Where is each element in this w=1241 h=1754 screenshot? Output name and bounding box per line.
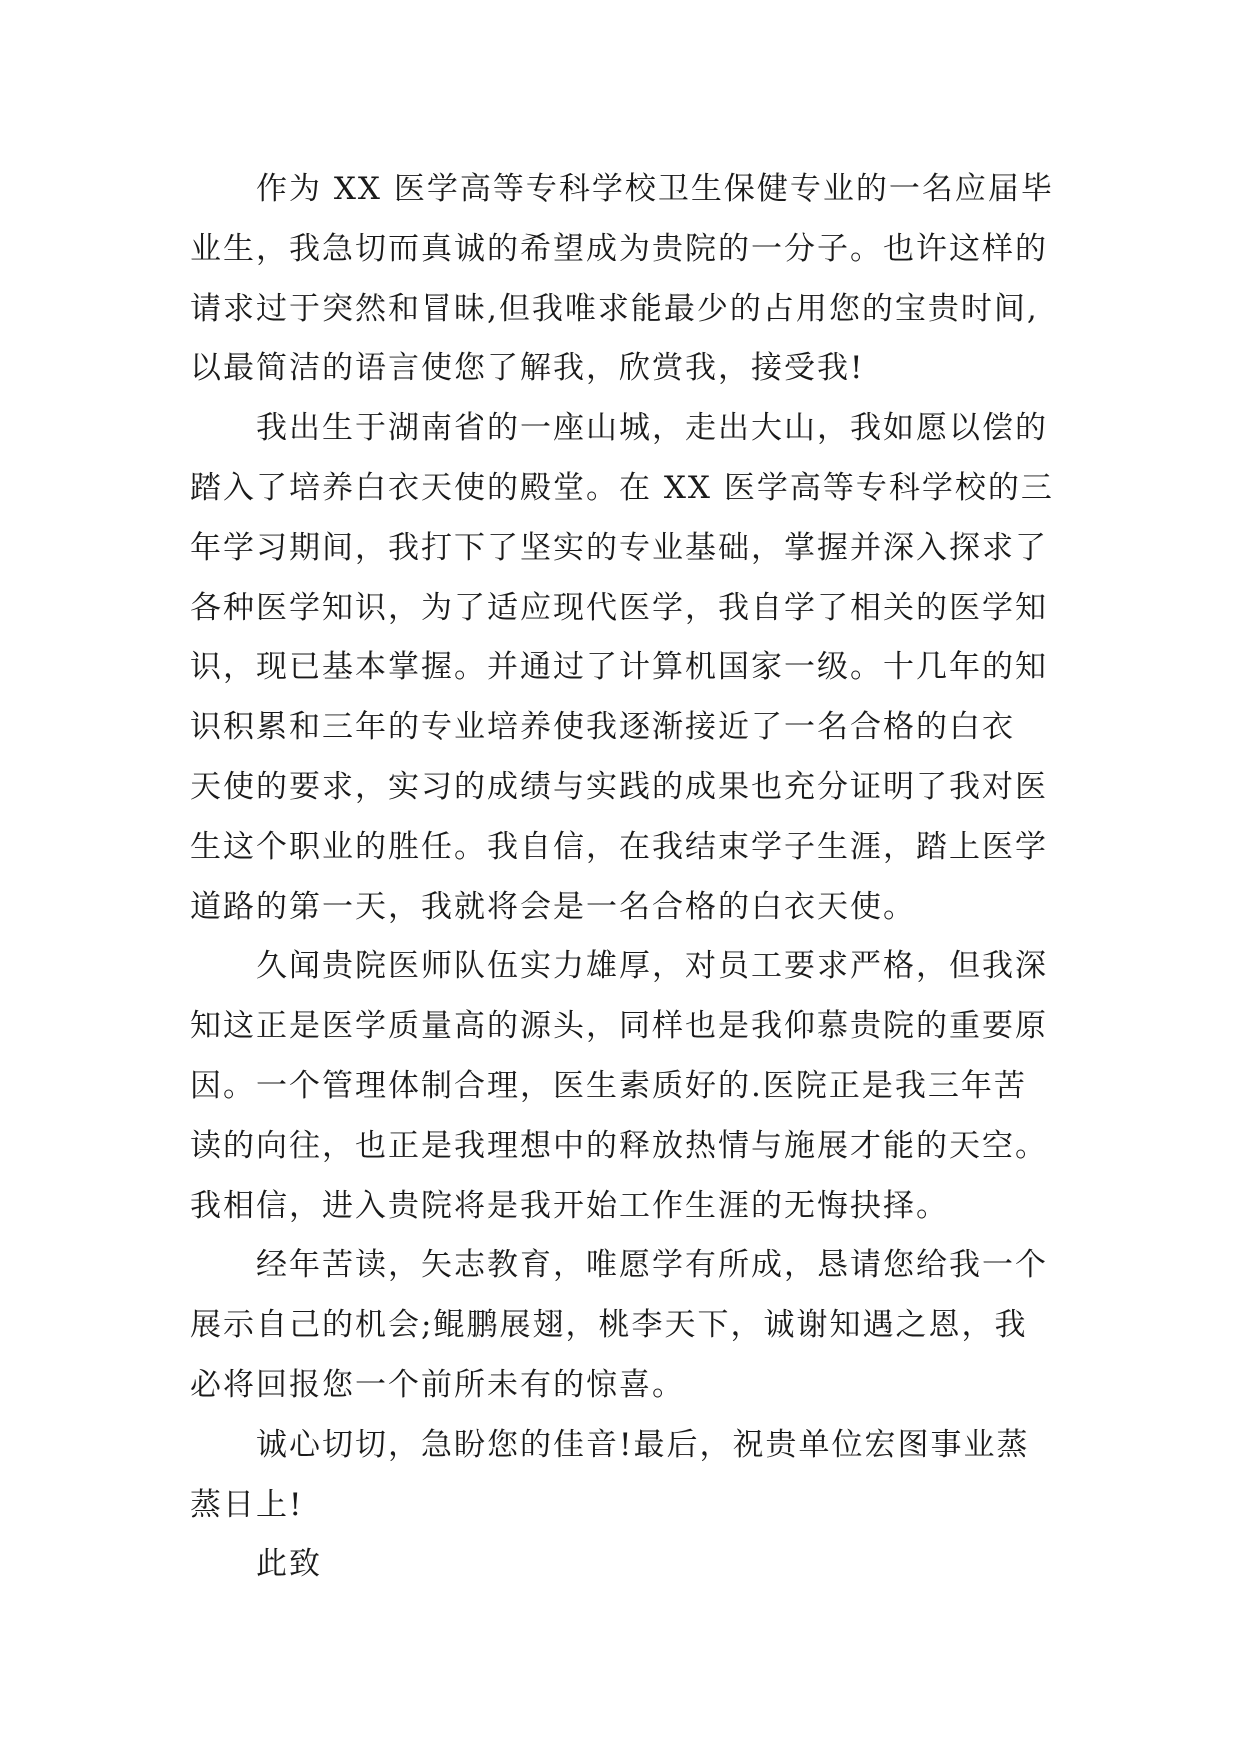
text-line: 道路的第一天，我就将会是一名合格的白衣天使。	[190, 888, 916, 925]
text-line: 我相信，进入贵院将是我开始工作生涯的无悔抉择。	[190, 1187, 949, 1224]
text-line: 诚心切切，急盼您的佳音!最后，祝贵单位宏图事业蒸	[256, 1426, 1030, 1463]
text-line: 各种医学知识，为了适应现代医学，我自学了相关的医学知	[190, 589, 1048, 626]
text-line: 业生，我急切而真诚的希望成为贵院的一分子。也许这样的	[190, 230, 1048, 267]
text-line: 踏入了培养白衣天使的殿堂。在 XX 医学高等专科学校的三	[190, 469, 1054, 506]
text-line: 识，现已基本掌握。并通过了计算机国家一级。十几年的知	[190, 649, 1048, 686]
text-line: 因。一个管理体制合理，医生素质好的.医院正是我三年苦	[190, 1067, 1027, 1104]
text-line: 天使的要求，实习的成绩与实践的成果也充分证明了我对医	[190, 768, 1048, 805]
text-line: 年学习期间，我打下了坚实的专业基础，掌握并深入探求了	[190, 529, 1048, 566]
text-line: 久闻贵院医师队伍实力雄厚，对员工要求严格，但我深	[256, 948, 1048, 985]
text-line: 读的向往，也正是我理想中的释放热情与施展才能的天空。	[190, 1127, 1048, 1164]
text-line: 以最简洁的语言使您了解我，欣赏我，接受我!	[190, 350, 865, 387]
text-line: 我出生于湖南省的一座山城，走出大山，我如愿以偿的	[256, 410, 1048, 447]
text-line: 展示自己的机会;鲲鹏展翅，桃李天下，诚谢知遇之恩，我	[190, 1307, 1028, 1344]
text-line: 经年苦读，矢志教育，唯愿学有所成，恳请您给我一个	[256, 1247, 1048, 1284]
text-line: 请求过于突然和冒昧,但我唯求能最少的占用您的宝贵时间,	[190, 290, 1039, 327]
text-line: 作为 XX 医学高等专科学校卫生保健专业的一名应届毕	[256, 171, 1054, 207]
text-line: 必将回报您一个前所未有的惊喜。	[190, 1366, 685, 1403]
text-line: 知这正是医学质量高的源头，同样也是我仰慕贵院的重要原	[190, 1008, 1048, 1045]
text-line: 此致	[256, 1546, 322, 1583]
text-line: 生这个职业的胜任。我自信，在我结束学子生涯，踏上医学	[190, 828, 1048, 865]
text-line: 蒸日上!	[190, 1486, 304, 1523]
text-line: 识积累和三年的专业培养使我逐渐接近了一名合格的白衣	[190, 709, 1015, 746]
letter-body	[190, 160, 1090, 1595]
